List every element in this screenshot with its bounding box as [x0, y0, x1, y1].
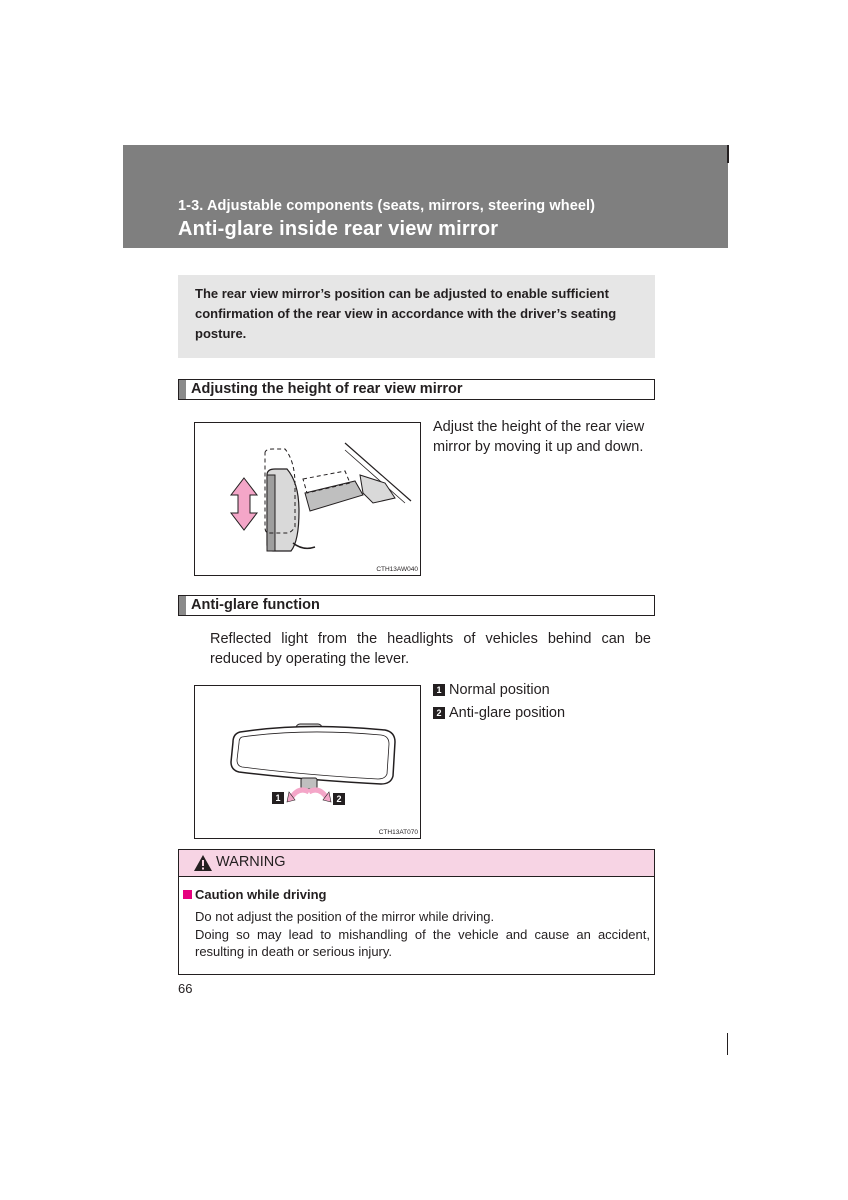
warning-label: WARNING: [216, 854, 286, 870]
anti-glare-illustration: [195, 686, 420, 838]
height-instruction-line-1: Adjust the height of the rear view: [433, 419, 645, 435]
side-tick-mark: [727, 1033, 728, 1055]
height-instruction: [433, 417, 644, 457]
page-number: 66: [178, 981, 193, 996]
square-bullet-icon: [183, 890, 192, 899]
item-number: 1: [433, 684, 445, 696]
caution-text: [195, 908, 650, 961]
callout-1: [272, 789, 288, 807]
subheading-label: Adjusting the height of rear view mirror: [191, 381, 463, 397]
warning-triangle-icon: [193, 854, 213, 872]
item-label: Anti-glare position: [449, 705, 566, 721]
warning-header: [179, 850, 654, 877]
caution-line-1: Do not adjust the position of the mirror while driving.: [195, 909, 495, 924]
figure-code: CTH13AW040: [376, 566, 418, 573]
position-list: [433, 680, 565, 723]
header-tick-mark: [727, 145, 729, 163]
warning-box: [178, 849, 655, 975]
subheading-adjust-height: [178, 379, 655, 400]
section-breadcrumb: 1-3. Adjustable components (seats, mirrors, steering wheel): [178, 198, 596, 214]
list-item: [433, 703, 565, 723]
intro-text: The rear view mirror’s position can be adjusted to enable sufficient confirmation of the rear view in accordance with the driver’s seating posture.: [195, 286, 617, 341]
mirror-height-illustration: [195, 423, 420, 575]
subheading-label: Anti-glare function: [191, 597, 320, 613]
item-label: Normal position: [449, 682, 550, 698]
callout-number: 1: [272, 792, 284, 804]
anti-glare-description: Reflected light from the headlights of vehicles behind can be reduced by operating the lever.: [210, 631, 651, 667]
callout-2: [333, 790, 349, 808]
caution-title-text: Caution while driving: [195, 887, 327, 902]
subheading-tab: [179, 380, 186, 399]
anti-glare-figure: [194, 685, 421, 839]
page-title: Anti-glare inside rear view mirror: [178, 218, 499, 240]
caution-title: [183, 887, 326, 902]
height-instruction-line-2: mirror by moving it up and down.: [433, 439, 644, 455]
figure-code: CTH13AT070: [378, 829, 418, 836]
intro-box: [178, 275, 655, 358]
list-item: [433, 680, 565, 703]
caution-line-2: Doing so may lead to mishandling of the vehicle and cause an accident, resulting in death or serious injury.: [195, 926, 650, 959]
mirror-height-figure: [194, 422, 421, 576]
subheading-anti-glare: [178, 595, 655, 616]
subheading-tab: [179, 596, 186, 615]
item-number: 2: [433, 707, 445, 719]
callout-number: 2: [333, 793, 345, 805]
